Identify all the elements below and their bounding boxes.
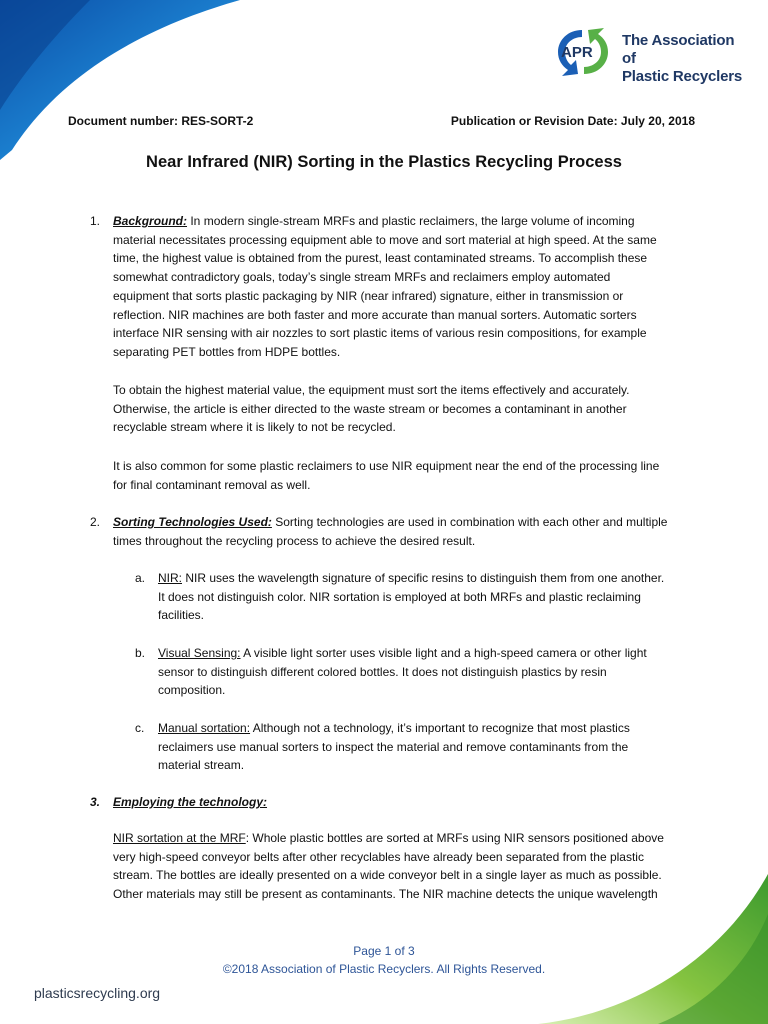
document-number: Document number: RES-SORT-2	[68, 114, 254, 128]
section-1-paragraph-1	[113, 212, 703, 362]
website-link[interactable]: plasticsrecycling.org	[34, 985, 161, 1001]
text-line: times throughout the recycling process to achieve the desired result.	[113, 533, 476, 548]
document-title: Near Infrared (NIR) Sorting in the Plastics Recycling Process	[146, 153, 622, 171]
apr-logo	[552, 26, 752, 85]
org-name-line2: Plastic Recyclers	[622, 68, 743, 85]
section-3-paragraph	[113, 829, 703, 904]
copyright-notice: ©2018 Association of Plastic Recyclers. All Rights Reserved.	[222, 962, 546, 976]
item-b-paragraph	[158, 644, 703, 700]
item-a-heading: NIR:	[158, 571, 182, 585]
item-c-paragraph	[158, 719, 703, 775]
item-a-paragraph	[158, 569, 703, 625]
text-line: Although not a technology, it’s important to recognize that most plastics	[250, 721, 630, 735]
org-name	[622, 32, 752, 86]
logo-letters: APR	[561, 44, 593, 61]
text-line: for final contaminant removal as well.	[113, 477, 311, 492]
publication-date: Publication or Revision Date: July 20, 2018	[450, 114, 695, 128]
text-line: : Whole plastic bottles are sorted at MRFs using NIR sensors positioned above	[245, 831, 664, 845]
text-line: Sorting technologies are used in combination with each other and multiple	[271, 515, 668, 529]
section-1-paragraph-3	[113, 457, 703, 494]
text-line: interface NIR sensing with air nozzles to sort plastic items of various resin compositions, for example	[113, 326, 647, 341]
text-line: very high-speed conveyor belts after other recyclables have already been separated from the plastic	[113, 849, 644, 864]
page-number: Page 1 of 3	[353, 944, 415, 958]
text-line: A visible light sorter uses visible light and a high-speed camera or other light	[240, 646, 647, 660]
text-line: stream. The bottles are ideally presented on a wide conveyor belt in a single layer as much as possible.	[113, 868, 662, 883]
section-1-number: 1.	[90, 214, 101, 228]
text-line: In modern single-stream MRFs and plastic reclaimers, the large volume of incoming	[187, 214, 635, 228]
text-line: material stream.	[158, 758, 245, 773]
text-line: material necessitates processing equipment able to move and sort material at high speed. At the same	[113, 232, 657, 247]
text-line: It is also common for some plastic reclaimers to use NIR equipment near the end of the processing line	[113, 459, 660, 473]
item-c-label: c.	[135, 721, 145, 735]
text-line: facilities.	[158, 608, 205, 623]
text-line: It does not distinguish color. NIR sortation is employed at both MRFs and plastic reclaiming	[158, 589, 641, 604]
section-3-heading: Employing the technology:	[113, 795, 268, 809]
text-line: NIR uses the wavelength signature of specific resins to distinguish them from one another.	[182, 571, 665, 585]
text-line: composition.	[158, 683, 226, 698]
item-a-label: a.	[135, 571, 146, 585]
section-1-paragraph-2	[113, 381, 703, 437]
org-name-line1: The Association of	[622, 32, 735, 67]
text-line: reflection. NIR machines are both faster and more accurate than manual sorters. Automatic sorters	[113, 307, 637, 322]
text-line: equipment that sorts plastic packaging by NIR (near infrared) signature, either in transmission or	[113, 288, 624, 303]
section-3-number: 3.	[90, 795, 101, 809]
section-2-heading: Sorting Technologies Used:	[113, 515, 272, 529]
section-3-heading-line	[113, 793, 703, 812]
text-line: Otherwise, the article is either directed to the waste stream or becomes a contaminant in another	[113, 401, 627, 416]
text-line: somewhat contradictory goals, today’s single stream MRFs and reclaimers employ automated	[113, 270, 611, 285]
text-line: Other materials may still be present as contaminants. The NIR machine detects the unique wavelength	[113, 887, 658, 902]
section-1-heading: Background:	[113, 214, 188, 228]
section-3-subheading: NIR sortation at the MRF	[113, 831, 246, 845]
item-b-heading: Visual Sensing:	[158, 646, 241, 660]
text-line: To obtain the highest material value, the equipment must sort the items effectively and accurately.	[113, 383, 630, 397]
text-line: time, the highest value is obtained from the purest, least contaminated streams. To accomplish these	[113, 251, 648, 266]
item-b-label: b.	[135, 646, 146, 660]
item-c-heading: Manual sortation:	[158, 721, 251, 735]
text-line: separating PET bottles from HDPE bottles.	[113, 344, 341, 359]
text-line: recyclable stream where it is likely to not be recycled.	[113, 420, 396, 435]
text-line: sensor to distinguish different colored bottles. It does not distinguish plastics by resin	[158, 664, 607, 679]
corner-swoosh-top-left	[0, 0, 250, 160]
text-line: reclaimers use manual sorters to inspect the material and remove contaminants from the	[158, 739, 629, 754]
section-2-paragraph	[113, 513, 703, 550]
apr-logo-mark	[552, 26, 614, 78]
section-2-number: 2.	[90, 515, 101, 529]
